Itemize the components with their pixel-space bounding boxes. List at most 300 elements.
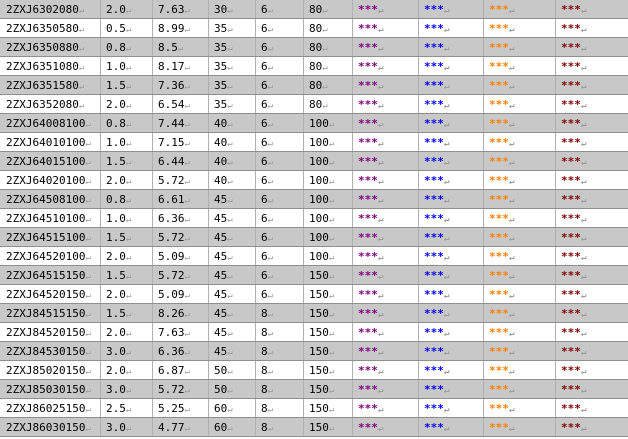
cell-text: *** bbox=[489, 326, 509, 339]
column-divider bbox=[100, 19, 101, 37]
table-cell-s3 bbox=[489, 209, 514, 228]
table-cell-s3 bbox=[489, 0, 514, 19]
cell-text: *** bbox=[358, 212, 378, 225]
table-row bbox=[0, 76, 628, 95]
table-cell-a bbox=[106, 95, 131, 114]
column-divider bbox=[152, 152, 153, 170]
column-divider bbox=[100, 266, 101, 284]
paragraph-mark-icon: ↵ bbox=[184, 63, 190, 73]
table-cell-b bbox=[158, 76, 190, 95]
paragraph-mark-icon: ↵ bbox=[322, 82, 328, 92]
table-cell-b bbox=[158, 171, 190, 190]
column-divider bbox=[303, 266, 304, 284]
cell-text: 6 bbox=[261, 269, 268, 282]
paragraph-mark-icon: ↵ bbox=[267, 253, 274, 263]
column-divider bbox=[483, 266, 484, 284]
column-divider bbox=[352, 323, 353, 341]
paragraph-mark-icon: ↵ bbox=[322, 63, 328, 73]
cell-text: 35 bbox=[214, 98, 228, 111]
column-divider bbox=[555, 266, 556, 284]
paragraph-mark-icon: ↵ bbox=[78, 82, 85, 92]
paragraph-mark-icon: ↵ bbox=[85, 405, 91, 415]
paragraph-mark-icon: ↵ bbox=[328, 310, 335, 320]
cell-text: 1.0 bbox=[106, 60, 126, 73]
cell-text: 2ZXJ6350580 bbox=[6, 22, 79, 35]
table-cell-d bbox=[261, 209, 273, 228]
table-cell-s4 bbox=[561, 418, 586, 437]
paragraph-mark-icon: ↵ bbox=[267, 291, 274, 301]
paragraph-mark-icon: ↵ bbox=[443, 25, 450, 35]
paragraph-mark-icon: ↵ bbox=[377, 6, 384, 16]
column-divider bbox=[255, 114, 256, 132]
column-divider bbox=[418, 171, 419, 189]
paragraph-mark-icon: ↵ bbox=[267, 63, 274, 73]
cell-text: 8.26 bbox=[158, 307, 185, 320]
cell-text: *** bbox=[561, 174, 581, 187]
paragraph-mark-icon: ↵ bbox=[184, 329, 190, 339]
column-divider bbox=[303, 418, 304, 436]
column-divider bbox=[100, 0, 101, 18]
column-divider bbox=[483, 380, 484, 398]
paragraph-mark-icon: ↵ bbox=[125, 44, 132, 54]
table-cell-s2 bbox=[424, 76, 449, 95]
cell-text: 2.0 bbox=[106, 174, 126, 187]
column-divider bbox=[100, 95, 101, 113]
column-divider bbox=[152, 285, 153, 303]
cell-text: *** bbox=[424, 326, 444, 339]
column-divider bbox=[483, 114, 484, 132]
paragraph-mark-icon: ↵ bbox=[78, 63, 85, 73]
table-cell-s3 bbox=[489, 228, 514, 247]
cell-text: 2.0 bbox=[106, 288, 126, 301]
table-cell-a bbox=[106, 304, 131, 323]
column-divider bbox=[483, 19, 484, 37]
table-row bbox=[0, 95, 628, 114]
cell-text: 3.0 bbox=[106, 421, 126, 434]
cell-text: *** bbox=[424, 364, 444, 377]
paragraph-mark-icon: ↵ bbox=[184, 177, 190, 187]
cell-text: 80 bbox=[309, 79, 323, 92]
table-cell-e bbox=[309, 19, 328, 38]
column-divider bbox=[152, 38, 153, 56]
paragraph-mark-icon: ↵ bbox=[267, 82, 274, 92]
column-divider bbox=[352, 304, 353, 322]
cell-text: *** bbox=[561, 60, 581, 73]
table-cell-a bbox=[106, 190, 131, 209]
table-cell-e bbox=[309, 57, 328, 76]
cell-text: 6 bbox=[261, 79, 268, 92]
cell-text: 2.0 bbox=[106, 364, 126, 377]
paragraph-mark-icon: ↵ bbox=[78, 44, 85, 54]
table-cell-model bbox=[6, 342, 91, 361]
table-cell-a bbox=[106, 342, 131, 361]
table-cell-s3 bbox=[489, 418, 514, 437]
column-divider bbox=[352, 76, 353, 94]
cell-text: 8 bbox=[261, 402, 268, 415]
cell-text: 6.54 bbox=[158, 98, 185, 111]
table-cell-c bbox=[214, 361, 233, 380]
paragraph-mark-icon: ↵ bbox=[580, 348, 587, 358]
table-cell-s1 bbox=[358, 171, 383, 190]
cell-text: *** bbox=[489, 383, 509, 396]
table-cell-s2 bbox=[424, 57, 449, 76]
paragraph-mark-icon: ↵ bbox=[125, 139, 132, 149]
cell-text: 2ZXJ64010100 bbox=[6, 136, 86, 149]
paragraph-mark-icon: ↵ bbox=[85, 253, 91, 263]
paragraph-mark-icon: ↵ bbox=[508, 158, 515, 168]
paragraph-mark-icon: ↵ bbox=[227, 158, 233, 168]
cell-text: 150 bbox=[309, 288, 329, 301]
paragraph-mark-icon: ↵ bbox=[508, 82, 515, 92]
paragraph-mark-icon: ↵ bbox=[85, 348, 91, 358]
table-cell-e bbox=[309, 95, 328, 114]
paragraph-mark-icon: ↵ bbox=[377, 215, 384, 225]
cell-text: *** bbox=[561, 402, 581, 415]
table-cell-e bbox=[309, 152, 334, 171]
table-cell-s2 bbox=[424, 171, 449, 190]
table-cell-s1 bbox=[358, 114, 383, 133]
table-cell-d bbox=[261, 57, 273, 76]
paragraph-mark-icon: ↵ bbox=[580, 215, 587, 225]
column-divider bbox=[418, 190, 419, 208]
paragraph-mark-icon: ↵ bbox=[377, 120, 384, 130]
paragraph-mark-icon: ↵ bbox=[227, 234, 233, 244]
cell-text: *** bbox=[424, 98, 444, 111]
column-divider bbox=[418, 19, 419, 37]
paragraph-mark-icon: ↵ bbox=[328, 215, 335, 225]
cell-text: *** bbox=[489, 364, 509, 377]
paragraph-mark-icon: ↵ bbox=[377, 253, 384, 263]
table-row bbox=[0, 285, 628, 304]
table-cell-b bbox=[158, 418, 190, 437]
column-divider bbox=[303, 38, 304, 56]
column-divider bbox=[418, 342, 419, 360]
cell-text: 40 bbox=[214, 174, 228, 187]
cell-text: 150 bbox=[309, 269, 329, 282]
column-divider bbox=[208, 228, 209, 246]
column-divider bbox=[483, 38, 484, 56]
cell-text: 60 bbox=[214, 402, 228, 415]
paragraph-mark-icon: ↵ bbox=[227, 139, 233, 149]
paragraph-mark-icon: ↵ bbox=[227, 63, 233, 73]
column-divider bbox=[255, 285, 256, 303]
table-cell-s1 bbox=[358, 266, 383, 285]
column-divider bbox=[255, 171, 256, 189]
cell-text: 40 bbox=[214, 117, 228, 130]
paragraph-mark-icon: ↵ bbox=[580, 177, 587, 187]
paragraph-mark-icon: ↵ bbox=[508, 6, 515, 16]
table-row bbox=[0, 304, 628, 323]
table-cell-s4 bbox=[561, 38, 586, 57]
table-cell-model bbox=[6, 418, 91, 437]
column-divider bbox=[100, 323, 101, 341]
table-cell-s3 bbox=[489, 114, 514, 133]
table-cell-s3 bbox=[489, 171, 514, 190]
paragraph-mark-icon: ↵ bbox=[377, 158, 384, 168]
column-divider bbox=[255, 209, 256, 227]
paragraph-mark-icon: ↵ bbox=[267, 44, 274, 54]
paragraph-mark-icon: ↵ bbox=[85, 177, 91, 187]
paragraph-mark-icon: ↵ bbox=[580, 82, 587, 92]
table-row bbox=[0, 380, 628, 399]
table-cell-s4 bbox=[561, 114, 586, 133]
cell-text: *** bbox=[424, 174, 444, 187]
table-cell-d bbox=[261, 76, 273, 95]
paragraph-mark-icon: ↵ bbox=[328, 386, 335, 396]
cell-text: *** bbox=[358, 41, 378, 54]
cell-text: 150 bbox=[309, 307, 329, 320]
column-divider bbox=[352, 152, 353, 170]
paragraph-mark-icon: ↵ bbox=[267, 405, 274, 415]
table-row bbox=[0, 266, 628, 285]
table-cell-s2 bbox=[424, 152, 449, 171]
column-divider bbox=[555, 323, 556, 341]
column-divider bbox=[483, 0, 484, 18]
table-cell-s2 bbox=[424, 418, 449, 437]
table-cell-model bbox=[6, 152, 91, 171]
table-cell-a bbox=[106, 19, 131, 38]
table-cell-a bbox=[106, 57, 131, 76]
column-divider bbox=[152, 380, 153, 398]
paragraph-mark-icon: ↵ bbox=[85, 120, 91, 130]
cell-text: *** bbox=[561, 383, 581, 396]
column-divider bbox=[208, 380, 209, 398]
paragraph-mark-icon: ↵ bbox=[78, 101, 85, 111]
table-cell-s3 bbox=[489, 285, 514, 304]
column-divider bbox=[100, 399, 101, 417]
paragraph-mark-icon: ↵ bbox=[184, 367, 190, 377]
cell-text: *** bbox=[489, 193, 509, 206]
paragraph-mark-icon: ↵ bbox=[184, 120, 190, 130]
cell-text: 2ZXJ86030150 bbox=[6, 421, 86, 434]
paragraph-mark-icon: ↵ bbox=[377, 234, 384, 244]
paragraph-mark-icon: ↵ bbox=[125, 177, 132, 187]
column-divider bbox=[352, 57, 353, 75]
column-divider bbox=[100, 76, 101, 94]
cell-text: *** bbox=[424, 402, 444, 415]
cell-text: *** bbox=[561, 22, 581, 35]
table-cell-c bbox=[214, 323, 233, 342]
table-cell-a bbox=[106, 152, 131, 171]
table-cell-s1 bbox=[358, 19, 383, 38]
cell-text: 45 bbox=[214, 231, 228, 244]
table-cell-s1 bbox=[358, 418, 383, 437]
cell-text: 6 bbox=[261, 155, 268, 168]
cell-text: 8 bbox=[261, 345, 268, 358]
table-row bbox=[0, 19, 628, 38]
cell-text: 2ZXJ6351080 bbox=[6, 60, 79, 73]
table-cell-s4 bbox=[561, 190, 586, 209]
paragraph-mark-icon: ↵ bbox=[125, 25, 132, 35]
paragraph-mark-icon: ↵ bbox=[227, 101, 233, 111]
table-cell-d bbox=[261, 38, 273, 57]
cell-text: *** bbox=[358, 3, 378, 16]
table-cell-b bbox=[158, 38, 183, 57]
table-cell-c bbox=[214, 190, 233, 209]
table-cell-s4 bbox=[561, 285, 586, 304]
paragraph-mark-icon: ↵ bbox=[184, 272, 190, 282]
column-divider bbox=[208, 114, 209, 132]
paragraph-mark-icon: ↵ bbox=[328, 120, 335, 130]
table-cell-d bbox=[261, 380, 273, 399]
cell-text: 100 bbox=[309, 155, 329, 168]
table-cell-e bbox=[309, 247, 334, 266]
column-divider bbox=[100, 342, 101, 360]
table-cell-e bbox=[309, 190, 334, 209]
column-divider bbox=[208, 19, 209, 37]
column-divider bbox=[303, 95, 304, 113]
paragraph-mark-icon: ↵ bbox=[267, 139, 274, 149]
table-cell-d bbox=[261, 304, 273, 323]
paragraph-mark-icon: ↵ bbox=[508, 424, 515, 434]
table-cell-c bbox=[214, 228, 233, 247]
table-cell-b bbox=[158, 399, 190, 418]
column-divider bbox=[483, 361, 484, 379]
cell-text: 6.87 bbox=[158, 364, 185, 377]
table-cell-b bbox=[158, 95, 190, 114]
table-cell-s1 bbox=[358, 76, 383, 95]
cell-text: *** bbox=[424, 212, 444, 225]
column-divider bbox=[255, 152, 256, 170]
paragraph-mark-icon: ↵ bbox=[328, 196, 335, 206]
table-cell-a bbox=[106, 361, 131, 380]
paragraph-mark-icon: ↵ bbox=[184, 310, 190, 320]
paragraph-mark-icon: ↵ bbox=[377, 82, 384, 92]
cell-text: 2ZXJ64008100 bbox=[6, 117, 86, 130]
paragraph-mark-icon: ↵ bbox=[267, 272, 274, 282]
cell-text: 1.0 bbox=[106, 212, 126, 225]
column-divider bbox=[152, 399, 153, 417]
column-divider bbox=[152, 323, 153, 341]
column-divider bbox=[483, 323, 484, 341]
cell-text: *** bbox=[489, 41, 509, 54]
paragraph-mark-icon: ↵ bbox=[377, 367, 384, 377]
paragraph-mark-icon: ↵ bbox=[184, 405, 190, 415]
paragraph-mark-icon: ↵ bbox=[443, 234, 450, 244]
cell-text: 6 bbox=[261, 288, 268, 301]
column-divider bbox=[418, 95, 419, 113]
table-cell-e bbox=[309, 266, 334, 285]
paragraph-mark-icon: ↵ bbox=[377, 177, 384, 187]
table-cell-s3 bbox=[489, 304, 514, 323]
table-cell-s4 bbox=[561, 380, 586, 399]
column-divider bbox=[152, 247, 153, 265]
paragraph-mark-icon: ↵ bbox=[443, 6, 450, 16]
paragraph-mark-icon: ↵ bbox=[184, 101, 190, 111]
table-cell-s1 bbox=[358, 285, 383, 304]
cell-text: *** bbox=[561, 345, 581, 358]
paragraph-mark-icon: ↵ bbox=[508, 329, 515, 339]
column-divider bbox=[303, 190, 304, 208]
paragraph-mark-icon: ↵ bbox=[85, 234, 91, 244]
table-cell-s2 bbox=[424, 19, 449, 38]
paragraph-mark-icon: ↵ bbox=[377, 424, 384, 434]
cell-text: 6.36 bbox=[158, 345, 185, 358]
table-cell-s2 bbox=[424, 209, 449, 228]
table-cell-s2 bbox=[424, 95, 449, 114]
paragraph-mark-icon: ↵ bbox=[125, 405, 132, 415]
cell-text: *** bbox=[358, 288, 378, 301]
paragraph-mark-icon: ↵ bbox=[227, 291, 233, 301]
paragraph-mark-icon: ↵ bbox=[184, 348, 190, 358]
table-cell-model bbox=[6, 209, 91, 228]
table-cell-b bbox=[158, 228, 190, 247]
cell-text: *** bbox=[424, 345, 444, 358]
paragraph-mark-icon: ↵ bbox=[328, 329, 335, 339]
column-divider bbox=[208, 0, 209, 18]
column-divider bbox=[555, 19, 556, 37]
column-divider bbox=[483, 304, 484, 322]
cell-text: *** bbox=[358, 402, 378, 415]
paragraph-mark-icon: ↵ bbox=[125, 196, 132, 206]
cell-text: 2ZXJ84520150 bbox=[6, 326, 86, 339]
paragraph-mark-icon: ↵ bbox=[508, 253, 515, 263]
cell-text: *** bbox=[489, 174, 509, 187]
cell-text: 45 bbox=[214, 269, 228, 282]
paragraph-mark-icon: ↵ bbox=[328, 158, 335, 168]
table-cell-s2 bbox=[424, 342, 449, 361]
cell-text: 80 bbox=[309, 60, 323, 73]
cell-text: 100 bbox=[309, 193, 329, 206]
cell-text: 45 bbox=[214, 212, 228, 225]
table-cell-s2 bbox=[424, 38, 449, 57]
cell-text: 2ZXJ85030150 bbox=[6, 383, 86, 396]
column-divider bbox=[152, 19, 153, 37]
column-divider bbox=[418, 418, 419, 436]
paragraph-mark-icon: ↵ bbox=[184, 386, 190, 396]
column-divider bbox=[418, 285, 419, 303]
cell-text: 2ZXJ64520100 bbox=[6, 250, 86, 263]
table-cell-c bbox=[214, 133, 233, 152]
cell-text: 50 bbox=[214, 383, 228, 396]
table-cell-model bbox=[6, 304, 91, 323]
cell-text: *** bbox=[489, 402, 509, 415]
cell-text: 45 bbox=[214, 288, 228, 301]
cell-text: *** bbox=[358, 231, 378, 244]
column-divider bbox=[418, 323, 419, 341]
column-divider bbox=[555, 0, 556, 18]
cell-text: 1.5 bbox=[106, 269, 126, 282]
column-divider bbox=[303, 342, 304, 360]
paragraph-mark-icon: ↵ bbox=[443, 348, 450, 358]
paragraph-mark-icon: ↵ bbox=[227, 82, 233, 92]
column-divider bbox=[483, 342, 484, 360]
paragraph-mark-icon: ↵ bbox=[85, 291, 91, 301]
paragraph-mark-icon: ↵ bbox=[125, 291, 132, 301]
table-cell-c bbox=[214, 247, 233, 266]
paragraph-mark-icon: ↵ bbox=[322, 6, 328, 16]
column-divider bbox=[152, 190, 153, 208]
cell-text: 5.25 bbox=[158, 402, 185, 415]
paragraph-mark-icon: ↵ bbox=[508, 272, 515, 282]
table-cell-s1 bbox=[358, 361, 383, 380]
table-cell-model bbox=[6, 361, 91, 380]
table-cell-a bbox=[106, 323, 131, 342]
table-cell-e bbox=[309, 228, 334, 247]
table-cell-s1 bbox=[358, 38, 383, 57]
table-cell-b bbox=[158, 19, 190, 38]
table-cell-b bbox=[158, 247, 190, 266]
table-row bbox=[0, 418, 628, 437]
cell-text: *** bbox=[424, 250, 444, 263]
paragraph-mark-icon: ↵ bbox=[78, 6, 85, 16]
cell-text: 8 bbox=[261, 383, 268, 396]
paragraph-mark-icon: ↵ bbox=[580, 63, 587, 73]
column-divider bbox=[208, 323, 209, 341]
column-divider bbox=[208, 342, 209, 360]
column-divider bbox=[255, 323, 256, 341]
table-cell-e bbox=[309, 285, 334, 304]
